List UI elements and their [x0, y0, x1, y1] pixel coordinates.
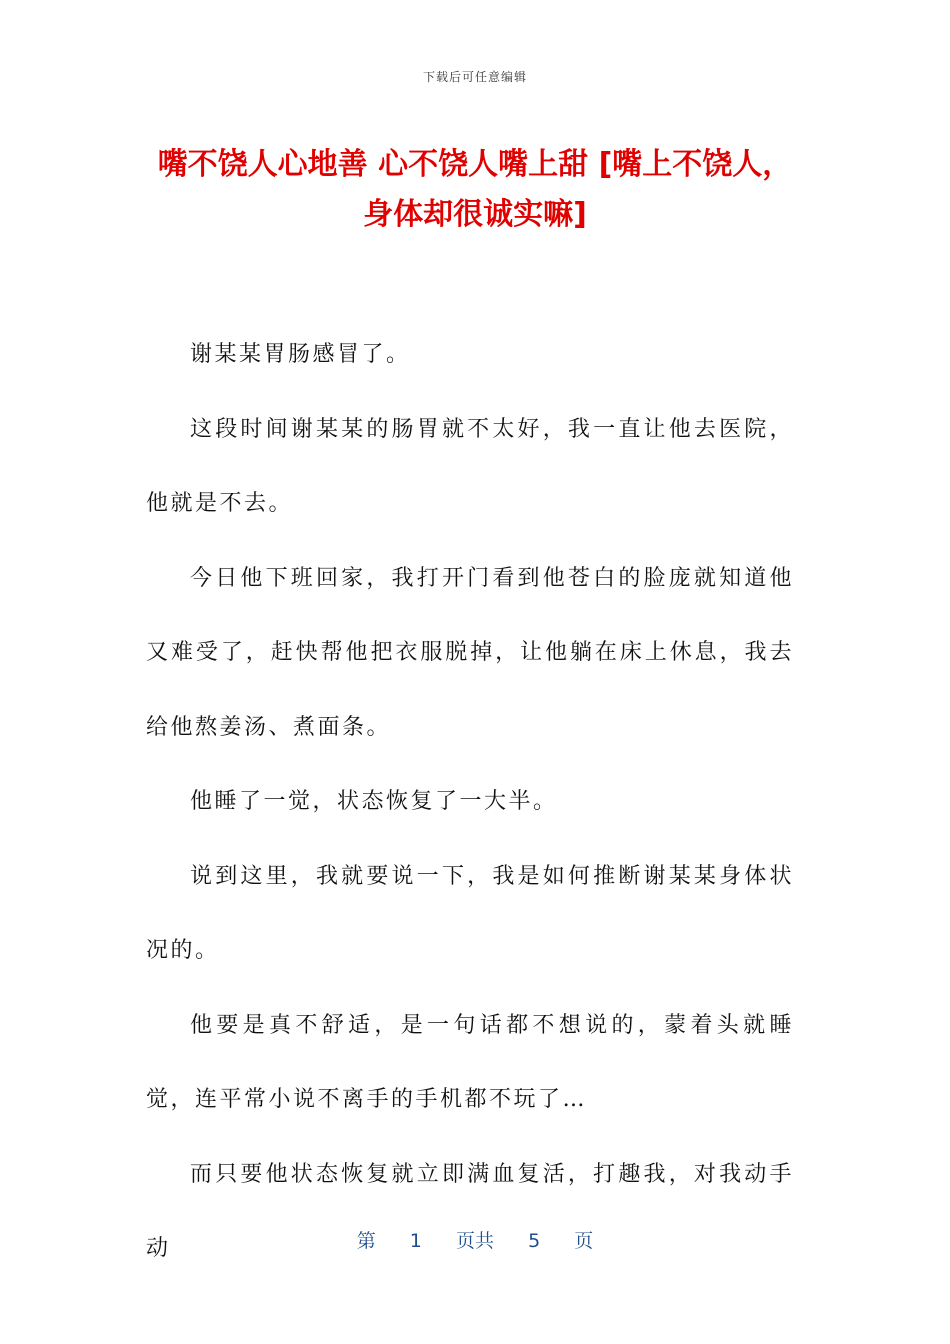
footer-current-page: 1	[409, 1230, 422, 1252]
paragraph: 谢某某胃肠感冒了。	[190, 342, 411, 367]
header-note: 下载后可任意编辑	[422, 70, 527, 84]
document-title: 嘴不饶人心地善 心不饶人嘴上甜 [嘴上不饶人，身体却很诚实嘛]	[157, 147, 793, 232]
paragraph: 今日他下班回家，我打开门看到他苍白的脸庞就知道他又难受了，赶快帮他把衣服脱掉，让他躺在床上休息，我去给他熬姜汤、煮面条。	[146, 565, 794, 740]
footer-suffix: 页	[574, 1230, 594, 1252]
footer-middle: 页共	[455, 1230, 494, 1252]
page-footer	[0, 1226, 950, 1253]
paragraph: 说到这里，我就要说一下，我是如何推断谢某某身体状况的。	[146, 863, 794, 963]
paragraph: 他要是真不舒适，是一句话都不想说的，蒙着头就睡觉，连平常小说不离手的手机都不玩了…	[146, 1012, 794, 1112]
paragraph: 而只要他状态恢复就立即满血复活，打趣我，对我动手动	[146, 1161, 794, 1261]
footer-total-pages: 5	[528, 1230, 541, 1252]
footer-prefix: 第	[356, 1230, 376, 1252]
paragraph: 他睡了一觉，状态恢复了一大半。	[190, 789, 558, 814]
paragraph: 这段时间谢某某的肠胃就不太好，我一直让他去医院，他就是不去。	[146, 416, 794, 516]
document-body	[146, 318, 794, 1287]
